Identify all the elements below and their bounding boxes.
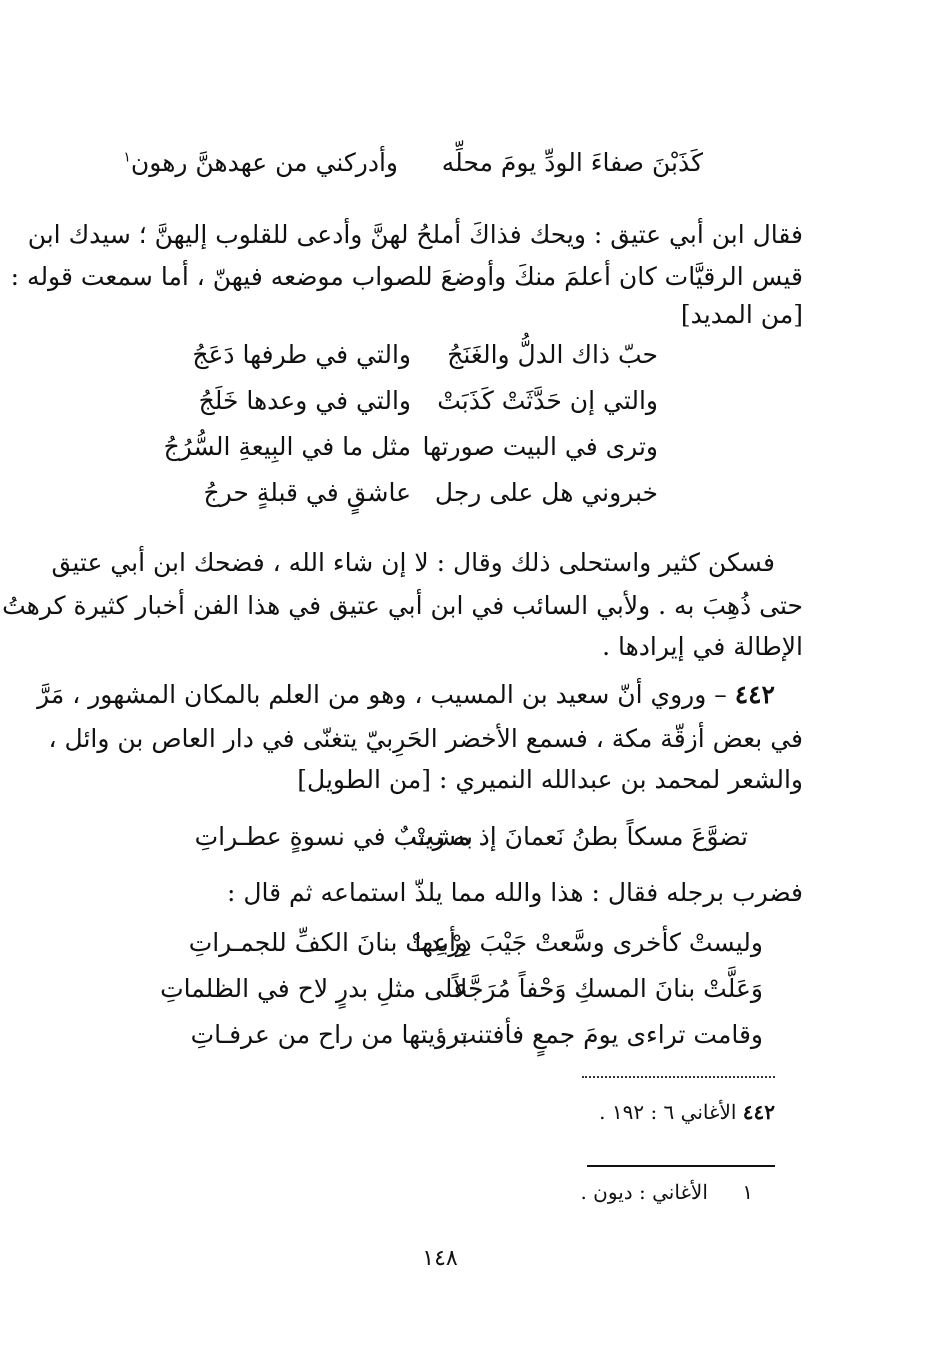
verse-2-right-hemistich: تضوَّعَ مسكاً بطنُ نَعمانَ إذ مشتْ bbox=[410, 822, 748, 851]
paragraph-2-line-3: الإطالة في إيرادها . bbox=[602, 632, 803, 661]
footnote bbox=[580, 1180, 753, 1204]
page-number: ١٤٨ bbox=[422, 1246, 458, 1271]
poem-1-line-2-left: والتي في وعدها خَلَجُ bbox=[198, 386, 411, 415]
footnote-mark: ١ bbox=[742, 1180, 753, 1204]
section-442-line-2: في بعض أزقّة مكة ، فسمع الأخضر الحَرِبيّ يتغنّى في دار العاص بن وائل ، bbox=[48, 724, 803, 753]
verse-2-left-hemistich: به زينبٌ في نسوةٍ عطـراتِ bbox=[194, 822, 473, 851]
dotted-separator bbox=[582, 1076, 775, 1078]
poem-1-line-1-right: حبّ ذاك الدلُّ والغَنَجُ bbox=[447, 340, 658, 369]
section-number: ٤٤٢ bbox=[734, 680, 775, 709]
paragraph-1-line-2: قيس الرقيَّات كان أعلمَ منكَ وأوضعَ للصواب موضعه فيهنّ ، أما سمعت قوله : bbox=[10, 262, 803, 291]
footnote-separator bbox=[587, 1165, 775, 1167]
poem-2-line-2-left: على مثلِ بدرٍ لاح في الظلماتِ bbox=[160, 974, 468, 1003]
section-442-line-1-text: – وروي أنّ سعيد بن المسيب ، وهو من العلم بالمكان المشهور ، مَرَّ bbox=[37, 680, 727, 709]
paragraph-1-line-1: فقال ابن أبي عتيق : ويحك فذاكَ أملحُ لهنَّ وأدعى للقلوب إليهنَّ ؛ سيدك ابن bbox=[27, 220, 803, 249]
poem-1-line-3-right: وترى في البيت صورتها bbox=[422, 432, 658, 461]
section-442-line-3: والشعر لمحمد بن عبدالله النميري : [من الطويل] bbox=[297, 765, 803, 794]
poem-2-line-2-right: وَعَلَّتْ بنانَ المسكِ وَحْفاً مُرَجَّلاً bbox=[453, 974, 763, 1003]
opening-verse-right-hemistich: كَذَبْنَ صفاءَ الودِّ يومَ محلِّه bbox=[441, 148, 703, 177]
footnote-marker: ١ bbox=[123, 149, 131, 166]
paragraph-2-line-1: فسكن كثير واستحلى ذلك وقال : لا إن شاء الله ، فضحك ابن أبي عتيق bbox=[51, 548, 775, 577]
poem-2-line-3-left: برؤيتها من راح من عرفـاتِ bbox=[190, 1020, 468, 1049]
poem-1-line-4-left: عاشقٍ في قبلةٍ حرجُ bbox=[203, 478, 411, 507]
paragraph-3: فضرب برجله فقال : هذا والله مما يلذّ استماعه ثم قال : bbox=[226, 878, 803, 907]
poem-1-line-2-right: والتي إن حَدَّثَتْ كَذَبَتْ bbox=[437, 386, 658, 415]
paragraph-2-line-2: حتى ذُهِبَ به . ولأبي السائب في ابن أبي عتيق في هذا الفن أخبار كثيرة كرهتُ bbox=[2, 591, 803, 620]
poem-1-line-1-left: والتي في طرفها دَعَجُ bbox=[192, 340, 411, 369]
footnote-text: الأغاني : ديون . bbox=[580, 1180, 708, 1204]
source-note-number: ٤٤٢ bbox=[742, 1100, 775, 1124]
opening-verse-left-text: وأدركني من عهدهنَّ رهون bbox=[130, 148, 398, 177]
source-note-text: الأغاني ٦ : ١٩٢ . bbox=[599, 1100, 737, 1124]
meter-label-madid: [من المديد] bbox=[680, 300, 803, 329]
section-442-line-1 bbox=[37, 680, 775, 709]
poem-1-line-3-left: مثل ما في البِيعةِ السُّرُجُ bbox=[163, 432, 411, 461]
poem-2-line-3-right: وقامت تراءى يومَ جمعٍ فأفتنت bbox=[452, 1020, 763, 1049]
poem-1-line-4-right: خبروني هل على رجل bbox=[434, 478, 658, 507]
poem-2-line-1-right: وليستْ كأخرى وسَّعتْ جَيْبَ دِرْعِها bbox=[414, 928, 763, 957]
opening-verse-left-hemistich bbox=[123, 148, 398, 177]
source-note bbox=[599, 1100, 775, 1124]
poem-2-line-1-left: وأبدتْ بنانَ الكفِّ للجمـراتِ bbox=[188, 928, 468, 957]
